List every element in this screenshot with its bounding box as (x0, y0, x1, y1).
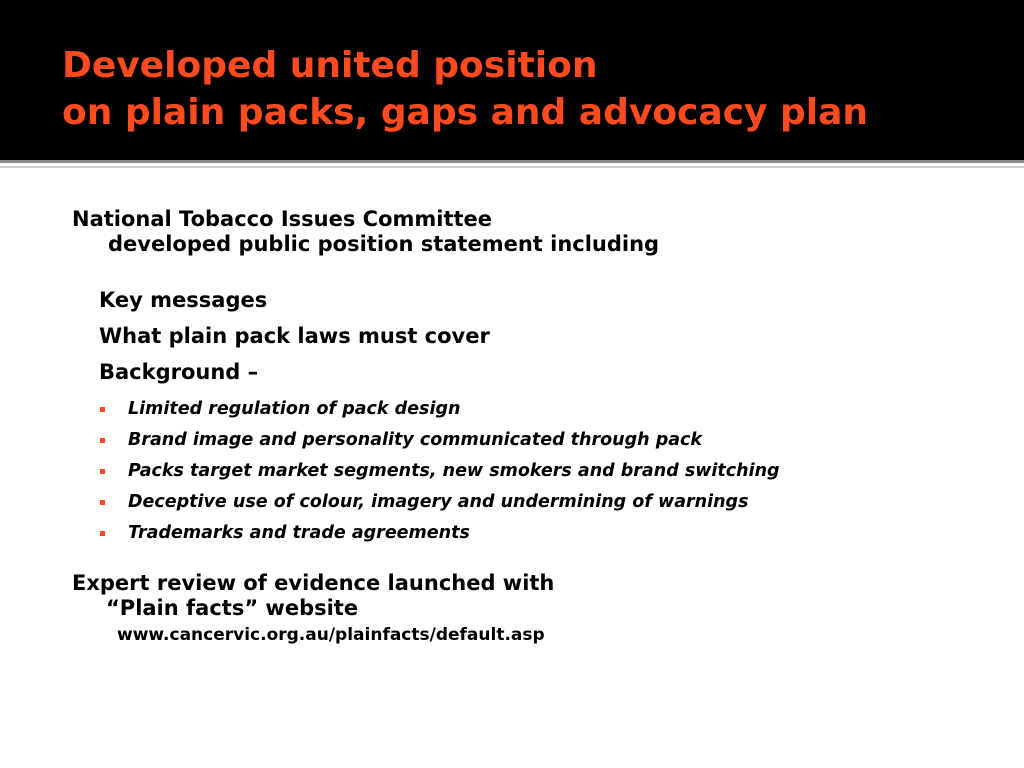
background-bullet-list (100, 393, 780, 548)
bullet-text: Deceptive use of colour, imagery and undermining of warnings (128, 491, 749, 512)
square-bullet-icon (100, 500, 105, 505)
bullet-text: Brand image and personality communicated through pack (128, 429, 703, 450)
square-bullet-icon (100, 469, 105, 474)
bullet-text: Packs target market segments, new smokers and brand switching (128, 460, 780, 481)
bullet-text: Trademarks and trade agreements (128, 522, 470, 543)
list-item (100, 486, 780, 517)
plain-facts-subheading: “Plain facts” website (106, 596, 359, 620)
website-url: www.cancervic.org.au/plainfacts/default.asp (117, 625, 545, 645)
square-bullet-icon (100, 407, 105, 412)
item-key-messages: Key messages (99, 288, 268, 312)
committee-subheading: developed public position statement including (108, 232, 660, 256)
square-bullet-icon (100, 531, 105, 536)
list-item (100, 455, 780, 486)
bullet-text: Limited regulation of pack design (128, 398, 461, 419)
committee-heading: National Tobacco Issues Committee (72, 207, 493, 231)
item-plain-pack-laws: What plain pack laws must cover (99, 324, 490, 348)
list-item (100, 393, 780, 424)
list-item (100, 424, 780, 455)
item-background: Background – (99, 360, 259, 384)
list-item (100, 517, 780, 548)
square-bullet-icon (100, 438, 105, 443)
slide-title-line-1: Developed united position (62, 45, 598, 86)
expert-review-heading: Expert review of evidence launched with (72, 571, 555, 595)
slide-title-line-2: on plain packs, gaps and advocacy plan (62, 92, 869, 133)
